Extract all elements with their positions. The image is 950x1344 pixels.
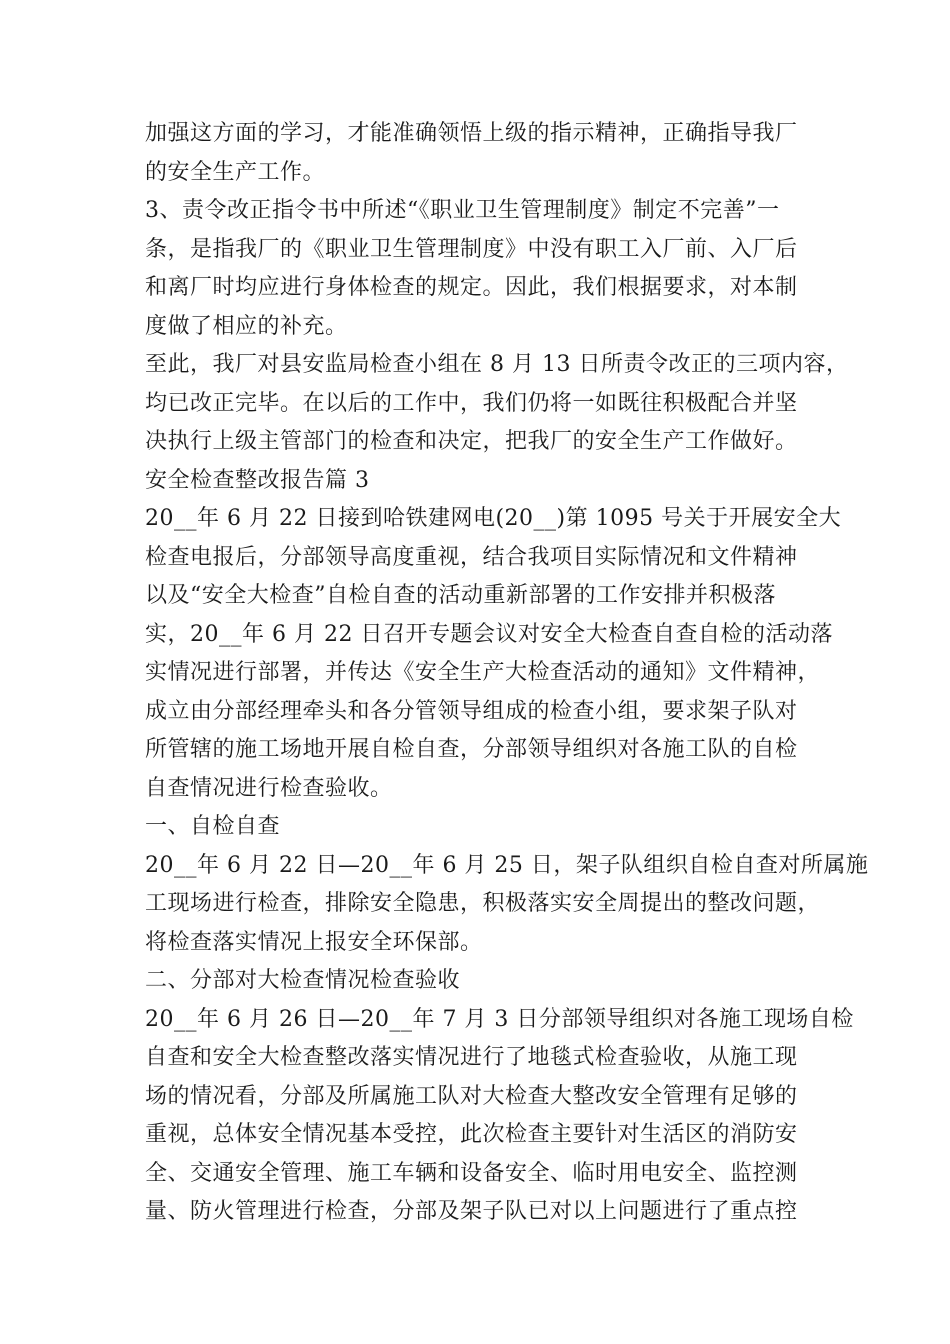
text-line: 所管辖的施工场地开展自检自查，分部领导组织对各施工队的自检 — [145, 737, 798, 762]
text-line: 至此，我厂对县安监局检查小组在 8 月 13 日所责令改正的三项内容， — [145, 352, 849, 377]
text-line: 决执行上级主管部门的检查和决定，把我厂的安全生产工作做好。 — [145, 429, 798, 454]
text-line: 以及“安全大检查”自检自查的活动重新部署的工作安排并积极落 — [145, 583, 776, 608]
text-line: 实，20__年 6 月 22 日召开专题会议对安全大检查自查自检的活动落 — [145, 621, 833, 647]
text-line: 自查和安全大检查整改落实情况进行了地毯式检查验收，从施工现 — [145, 1045, 798, 1070]
subsection-heading: 一、自检自查 — [145, 814, 281, 839]
text-line: 度做了相应的补充。 — [145, 313, 348, 339]
text-line: 工现场进行检查，排除安全隐患，积极落实安全周提出的整改问题， — [145, 891, 821, 916]
text-line: 自查情况进行检查验收。 — [145, 775, 393, 801]
text-line: 条，是指我厂的《职业卫生管理制度》中没有职工入厂前、入厂后 — [145, 236, 798, 262]
text-line: 20__年 6 月 22 日—20__年 6 月 25 日，架子队组织自检自查对所属施 — [145, 852, 869, 878]
text-line: 场的情况看，分部及所属施工队对大检查大整改安全管理有足够的 — [145, 1083, 798, 1109]
text-line: 量、防火管理进行检查，分部及架子队已对以上问题进行了重点控 — [145, 1199, 798, 1224]
text-line: 重视，总体安全情况基本受控，此次检查主要针对生活区的消防安 — [145, 1122, 798, 1147]
text-line: 成立由分部经理牵头和各分管领导组成的检查小组，要求架子队对 — [145, 698, 798, 724]
document-body — [145, 115, 869, 1232]
text-line: 检查电报后，分部领导高度重视，结合我项目实际情况和文件精神 — [145, 544, 798, 570]
text-line: 的安全生产工作。 — [145, 159, 326, 185]
section-heading: 安全检查整改报告篇 3 — [145, 467, 370, 493]
text-line: 实情况进行部署，并传达《安全生产大检查活动的通知》文件精神， — [145, 660, 821, 685]
subsection-heading: 二、分部对大检查情况检查验收 — [145, 968, 461, 993]
text-line: 均已改正完毕。在以后的工作中，我们仍将一如既往积极配合并坚 — [145, 390, 798, 416]
text-line: 加强这方面的学习，才能准确领悟上级的指示精神，正确指导我厂 — [145, 121, 798, 146]
text-line: 20__年 6 月 22 日接到哈铁建网电(20__)第 1095 号关于开展安全大 — [145, 506, 842, 531]
text-line: 3、责令改正指令书中所述“《职业卫生管理制度》制定不完善”一 — [145, 198, 780, 223]
text-line: 将检查落实情况上报安全环保部。 — [145, 929, 483, 955]
text-line: 和离厂时均应进行身体检查的规定。因此，我们根据要求，对本制 — [145, 275, 798, 300]
text-line: 全、交通安全管理、施工车辆和设备安全、临时用电安全、监控测 — [145, 1160, 798, 1186]
text-line: 20__年 6 月 26 日—20__年 7 月 3 日分部领导组织对各施工现场自检 — [145, 1006, 854, 1032]
